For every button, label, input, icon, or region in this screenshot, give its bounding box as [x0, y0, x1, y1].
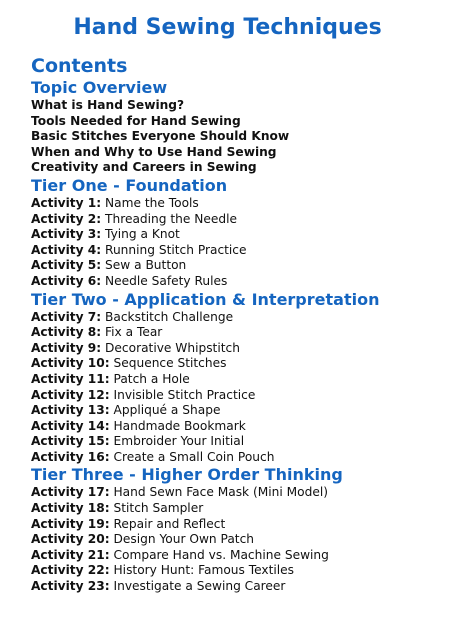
activity-title: Embroider Your Initial: [113, 434, 245, 449]
topic-overview-section: [31, 78, 451, 176]
activity-item: [31, 356, 451, 372]
activity-label: Activity 8:: [31, 325, 102, 340]
activity-item: [31, 548, 451, 564]
activity-item: [31, 274, 451, 290]
activity-label: Activity 18:: [31, 501, 110, 516]
activity-label: Activity 16:: [31, 449, 110, 464]
activity-title: Repair and Reflect: [113, 516, 226, 531]
activity-title: History Hunt: Famous Textiles: [113, 563, 295, 578]
activity-label: Activity 20:: [31, 532, 110, 547]
table-of-contents: [31, 55, 451, 595]
activity-item: [31, 434, 451, 450]
activity-label: Activity 14:: [31, 418, 110, 433]
tier-one-section: [31, 176, 451, 290]
activity-item: [31, 501, 451, 517]
activity-label: Activity 3:: [31, 227, 102, 242]
tier-one-heading: Tier One - Foundation: [31, 175, 228, 195]
activity-item: [31, 325, 451, 341]
activity-label: Activity 10:: [31, 356, 110, 371]
tier-two-heading: Tier Two - Application & Interpretation: [31, 289, 380, 309]
activity-title: Compare Hand vs. Machine Sewing: [113, 547, 329, 562]
activity-label: Activity 13:: [31, 403, 110, 418]
activity-title: Hand Sewn Face Mask (Mini Model): [113, 485, 328, 500]
activity-item: [31, 517, 451, 533]
activity-title: Needle Safety Rules: [105, 273, 228, 288]
activity-label: Activity 2:: [31, 211, 102, 226]
activity-label: Activity 11:: [31, 371, 110, 386]
document-title: Hand Sewing Techniques: [73, 15, 382, 40]
contents-heading: Contents: [31, 55, 128, 77]
tier-two-section: [31, 290, 451, 466]
activity-title: Investigate a Sewing Career: [113, 579, 286, 594]
topic-overview-heading: Topic Overview: [31, 78, 168, 97]
activity-item: [31, 485, 451, 501]
activity-item: [31, 341, 451, 357]
overview-item: When and Why to Use Hand Sewing: [31, 144, 277, 159]
activity-title: Tying a Knot: [105, 227, 180, 242]
activity-label: Activity 19:: [31, 516, 110, 531]
activity-title: Handmade Bookmark: [113, 418, 246, 433]
activity-item: [31, 419, 451, 435]
activity-item: [31, 310, 451, 326]
activity-item: [31, 403, 451, 419]
activity-item: [31, 258, 451, 274]
activity-item: [31, 227, 451, 243]
activity-label: Activity 9:: [31, 340, 102, 355]
activity-title: Running Stitch Practice: [105, 242, 247, 257]
activity-title: Create a Small Coin Pouch: [113, 449, 275, 464]
activity-item: [31, 532, 451, 548]
activity-item: [31, 243, 451, 259]
activity-item: [31, 196, 451, 212]
activity-title: Name the Tools: [105, 195, 199, 210]
activity-item: [31, 579, 451, 595]
overview-item: Creativity and Careers in Sewing: [31, 160, 257, 175]
activity-title: Design Your Own Patch: [113, 532, 254, 547]
activity-label: Activity 23:: [31, 579, 110, 594]
overview-item: Tools Needed for Hand Sewing: [31, 113, 241, 128]
activity-title: Threading the Needle: [105, 211, 237, 226]
activity-item: [31, 212, 451, 228]
activity-item: [31, 563, 451, 579]
activity-label: Activity 5:: [31, 258, 102, 273]
activity-label: Activity 15:: [31, 434, 110, 449]
activity-label: Activity 21:: [31, 547, 110, 562]
activity-title: Sew a Button: [105, 258, 187, 273]
activity-title: Appliqué a Shape: [113, 403, 221, 418]
activity-title: Fix a Tear: [105, 325, 163, 340]
activity-label: Activity 22:: [31, 563, 110, 578]
activity-label: Activity 7:: [31, 309, 102, 324]
activity-label: Activity 1:: [31, 195, 102, 210]
activity-label: Activity 12:: [31, 387, 110, 402]
activity-title: Decorative Whipstitch: [105, 340, 240, 355]
activity-item: [31, 372, 451, 388]
tier-three-section: [31, 465, 451, 594]
activity-item: [31, 388, 451, 404]
overview-item: Basic Stitches Everyone Should Know: [31, 129, 290, 144]
activity-label: Activity 17:: [31, 485, 110, 500]
activity-title: Sequence Stitches: [113, 356, 227, 371]
activity-title: Backstitch Challenge: [105, 309, 234, 324]
activity-title: Invisible Stitch Practice: [113, 387, 256, 402]
tier-three-heading: Tier Three - Higher Order Thinking: [31, 465, 343, 485]
activity-item: [31, 450, 451, 466]
activity-title: Patch a Hole: [113, 371, 190, 386]
overview-item: What is Hand Sewing?: [31, 98, 185, 112]
activity-title: Stitch Sampler: [113, 501, 204, 516]
activity-label: Activity 6:: [31, 273, 102, 288]
activity-label: Activity 4:: [31, 242, 102, 257]
